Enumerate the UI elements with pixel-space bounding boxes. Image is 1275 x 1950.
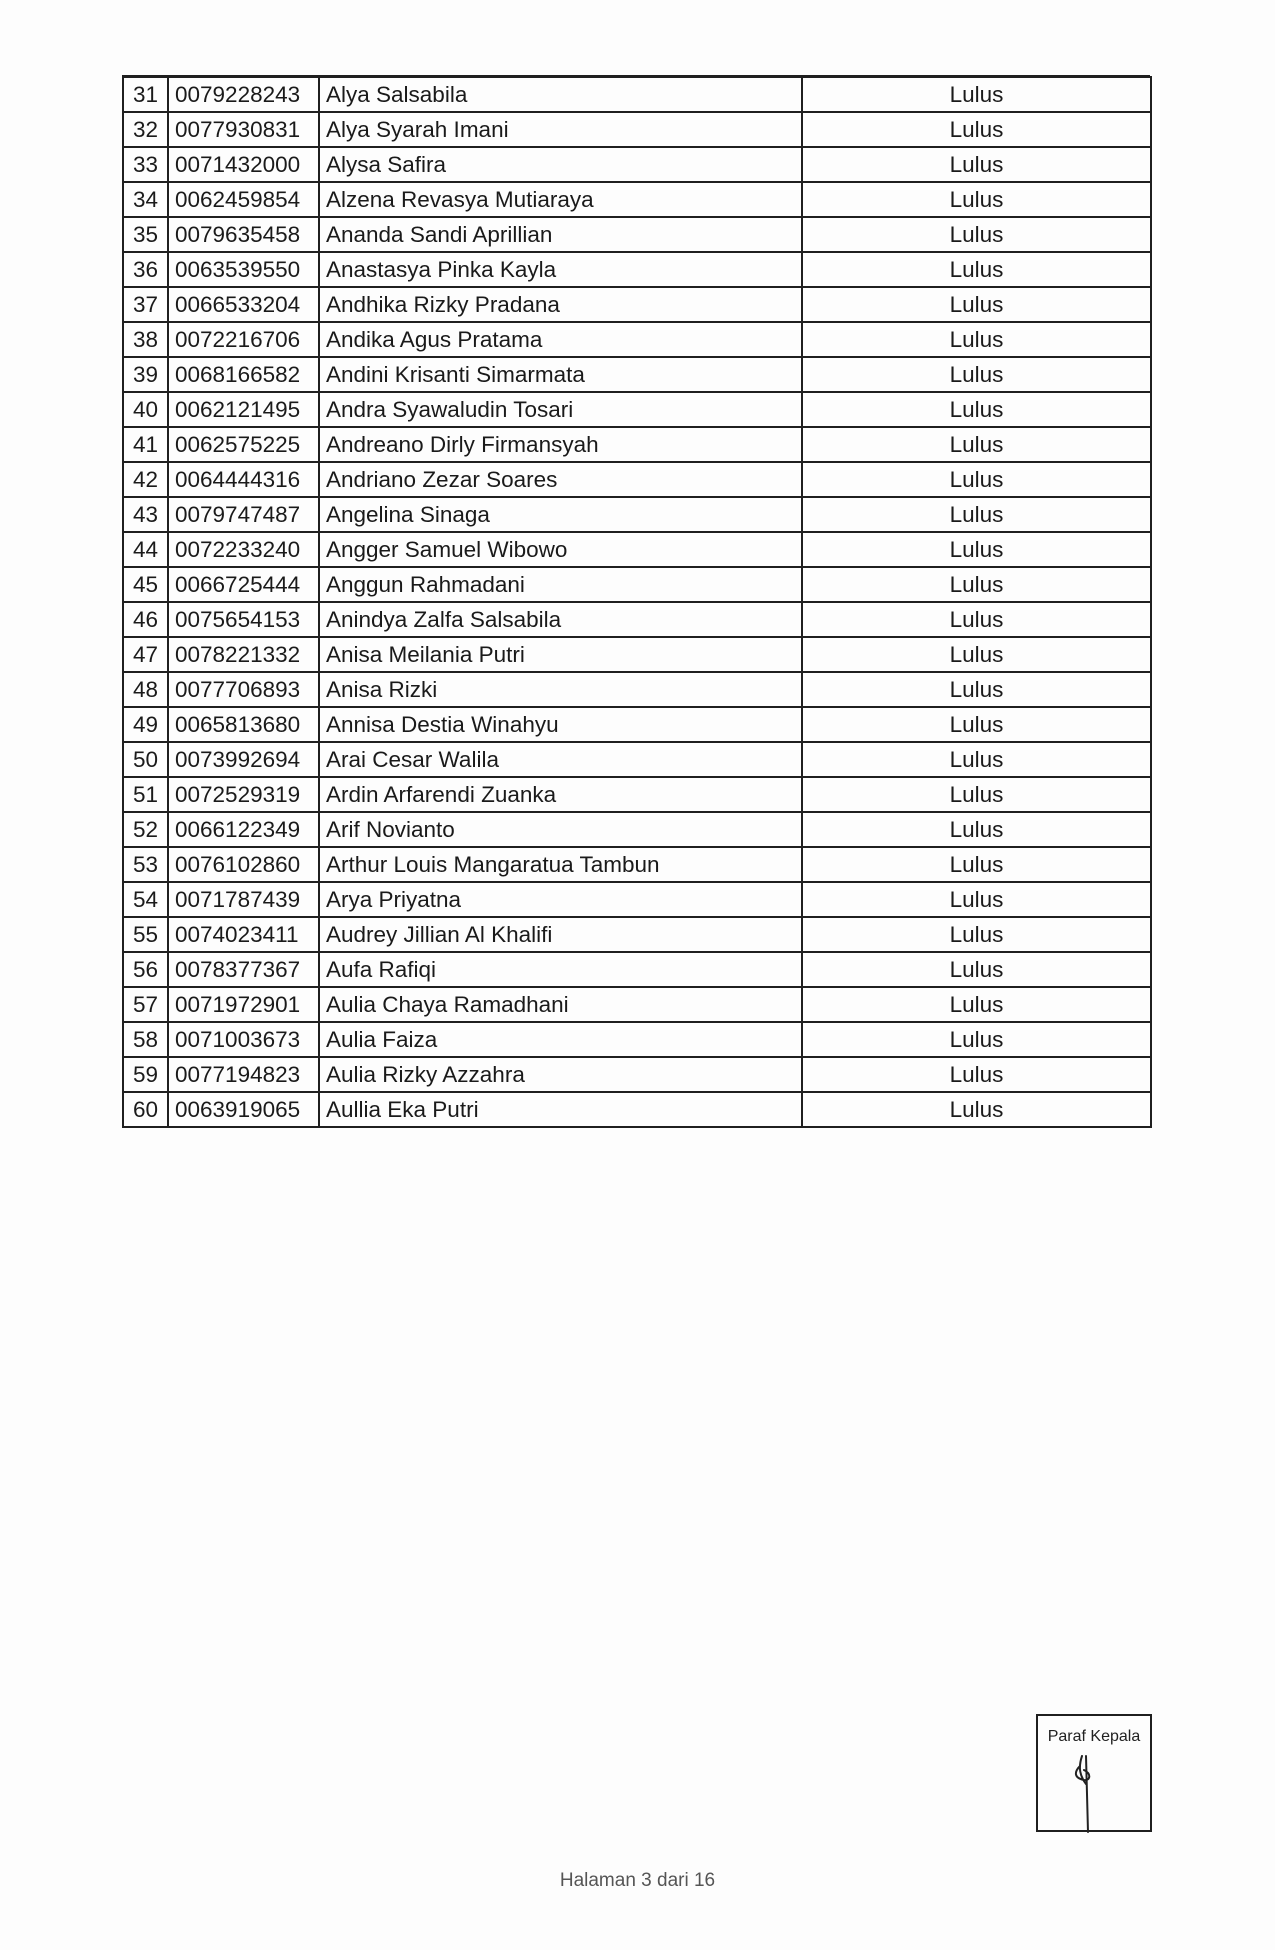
table-row (123, 287, 1151, 322)
row-status: Lulus (802, 77, 1151, 112)
row-student-name: Andini Krisanti Simarmata (319, 357, 802, 392)
table-row (123, 322, 1151, 357)
graduation-results-table (122, 76, 1152, 1128)
table-row (123, 1022, 1151, 1057)
row-student-name: Annisa Destia Winahyu (319, 707, 802, 742)
row-status: Lulus (802, 532, 1151, 567)
row-status: Lulus (802, 392, 1151, 427)
row-number: 41 (123, 427, 168, 462)
table-row (123, 1092, 1151, 1127)
row-status: Lulus (802, 777, 1151, 812)
row-number: 53 (123, 847, 168, 882)
row-number: 39 (123, 357, 168, 392)
row-student-name: Alzena Revasya Mutiaraya (319, 182, 802, 217)
row-student-name: Anisa Rizki (319, 672, 802, 707)
row-student-name: Angger Samuel Wibowo (319, 532, 802, 567)
table-row (123, 637, 1151, 672)
row-status: Lulus (802, 707, 1151, 742)
table-row (123, 707, 1151, 742)
row-status: Lulus (802, 917, 1151, 952)
row-nisn: 0066533204 (168, 287, 319, 322)
row-student-name: Alya Syarah Imani (319, 112, 802, 147)
row-status: Lulus (802, 672, 1151, 707)
row-number: 47 (123, 637, 168, 672)
row-nisn: 0063539550 (168, 252, 319, 287)
row-nisn: 0063919065 (168, 1092, 319, 1127)
signature-initial (1068, 1754, 1118, 1834)
row-status: Lulus (802, 882, 1151, 917)
row-status: Lulus (802, 462, 1151, 497)
row-number: 60 (123, 1092, 168, 1127)
table-row (123, 462, 1151, 497)
table-row (123, 742, 1151, 777)
row-nisn: 0074023411 (168, 917, 319, 952)
row-student-name: Ardin Arfarendi Zuanka (319, 777, 802, 812)
table-row (123, 112, 1151, 147)
row-status: Lulus (802, 742, 1151, 777)
row-student-name: Alya Salsabila (319, 77, 802, 112)
row-nisn: 0062459854 (168, 182, 319, 217)
row-number: 32 (123, 112, 168, 147)
row-nisn: 0062575225 (168, 427, 319, 462)
table-row (123, 672, 1151, 707)
row-student-name: Aulia Rizky Azzahra (319, 1057, 802, 1092)
row-student-name: Arya Priyatna (319, 882, 802, 917)
table-row (123, 77, 1151, 112)
row-status: Lulus (802, 1057, 1151, 1092)
row-nisn: 0071003673 (168, 1022, 319, 1057)
table-row (123, 917, 1151, 952)
table-row (123, 602, 1151, 637)
row-nisn: 0071787439 (168, 882, 319, 917)
row-nisn: 0076102860 (168, 847, 319, 882)
row-student-name: Anggun Rahmadani (319, 567, 802, 602)
row-number: 44 (123, 532, 168, 567)
row-number: 42 (123, 462, 168, 497)
row-nisn: 0078221332 (168, 637, 319, 672)
row-number: 55 (123, 917, 168, 952)
row-status: Lulus (802, 322, 1151, 357)
row-nisn: 0077930831 (168, 112, 319, 147)
row-number: 54 (123, 882, 168, 917)
paraf-kepala-box (1036, 1714, 1152, 1832)
row-student-name: Aulia Chaya Ramadhani (319, 987, 802, 1022)
row-nisn: 0072529319 (168, 777, 319, 812)
row-nisn: 0077194823 (168, 1057, 319, 1092)
row-nisn: 0071972901 (168, 987, 319, 1022)
row-status: Lulus (802, 567, 1151, 602)
row-student-name: Andika Agus Pratama (319, 322, 802, 357)
row-number: 59 (123, 1057, 168, 1092)
row-nisn: 0072233240 (168, 532, 319, 567)
row-student-name: Andhika Rizky Pradana (319, 287, 802, 322)
row-student-name: Arai Cesar Walila (319, 742, 802, 777)
table-row (123, 182, 1151, 217)
table-row (123, 567, 1151, 602)
row-number: 50 (123, 742, 168, 777)
row-status: Lulus (802, 637, 1151, 672)
row-number: 45 (123, 567, 168, 602)
row-nisn: 0073992694 (168, 742, 319, 777)
row-nisn: 0065813680 (168, 707, 319, 742)
row-status: Lulus (802, 427, 1151, 462)
row-number: 49 (123, 707, 168, 742)
row-nisn: 0072216706 (168, 322, 319, 357)
row-status: Lulus (802, 147, 1151, 182)
row-nisn: 0066725444 (168, 567, 319, 602)
row-number: 38 (123, 322, 168, 357)
table-row (123, 147, 1151, 182)
row-status: Lulus (802, 497, 1151, 532)
row-number: 48 (123, 672, 168, 707)
row-student-name: Aullia Eka Putri (319, 1092, 802, 1127)
row-student-name: Anindya Zalfa Salsabila (319, 602, 802, 637)
table-body (123, 77, 1151, 1127)
row-number: 37 (123, 287, 168, 322)
row-status: Lulus (802, 812, 1151, 847)
row-number: 34 (123, 182, 168, 217)
row-student-name: Arif Novianto (319, 812, 802, 847)
row-status: Lulus (802, 357, 1151, 392)
row-nisn: 0062121495 (168, 392, 319, 427)
page-number: Halaman 3 dari 16 (559, 1870, 716, 1891)
row-student-name: Ananda Sandi Aprillian (319, 217, 802, 252)
row-nisn: 0071432000 (168, 147, 319, 182)
row-nisn: 0079228243 (168, 77, 319, 112)
row-student-name: Anisa Meilania Putri (319, 637, 802, 672)
table-row (123, 392, 1151, 427)
row-student-name: Andreano Dirly Firmansyah (319, 427, 802, 462)
row-status: Lulus (802, 952, 1151, 987)
row-student-name: Audrey Jillian Al Khalifi (319, 917, 802, 952)
table-row (123, 427, 1151, 462)
row-nisn: 0077706893 (168, 672, 319, 707)
row-nisn: 0078377367 (168, 952, 319, 987)
row-student-name: Anastasya Pinka Kayla (319, 252, 802, 287)
row-student-name: Aulia Faiza (319, 1022, 802, 1057)
row-status: Lulus (802, 602, 1151, 637)
row-status: Lulus (802, 1092, 1151, 1127)
row-status: Lulus (802, 252, 1151, 287)
row-nisn: 0068166582 (168, 357, 319, 392)
table-row (123, 532, 1151, 567)
table-row (123, 217, 1151, 252)
table-row (123, 882, 1151, 917)
row-status: Lulus (802, 182, 1151, 217)
row-number: 52 (123, 812, 168, 847)
row-status: Lulus (802, 287, 1151, 322)
row-number: 35 (123, 217, 168, 252)
row-nisn: 0079747487 (168, 497, 319, 532)
row-status: Lulus (802, 847, 1151, 882)
row-number: 58 (123, 1022, 168, 1057)
row-number: 31 (123, 77, 168, 112)
row-student-name: Arthur Louis Mangaratua Tambun (319, 847, 802, 882)
row-number: 56 (123, 952, 168, 987)
row-number: 40 (123, 392, 168, 427)
table-row (123, 987, 1151, 1022)
paraf-kepala-label: Paraf Kepala (1047, 1728, 1141, 1745)
table-row (123, 812, 1151, 847)
row-nisn: 0066122349 (168, 812, 319, 847)
table-row (123, 497, 1151, 532)
row-status: Lulus (802, 1022, 1151, 1057)
row-student-name: Alysa Safira (319, 147, 802, 182)
table-row (123, 252, 1151, 287)
row-status: Lulus (802, 112, 1151, 147)
row-status: Lulus (802, 987, 1151, 1022)
row-number: 46 (123, 602, 168, 637)
row-student-name: Andra Syawaludin Tosari (319, 392, 802, 427)
row-number: 57 (123, 987, 168, 1022)
table-row (123, 847, 1151, 882)
row-number: 43 (123, 497, 168, 532)
row-nisn: 0075654153 (168, 602, 319, 637)
row-status: Lulus (802, 217, 1151, 252)
row-nisn: 0064444316 (168, 462, 319, 497)
row-student-name: Andriano Zezar Soares (319, 462, 802, 497)
row-number: 51 (123, 777, 168, 812)
table-row (123, 1057, 1151, 1092)
row-nisn: 0079635458 (168, 217, 319, 252)
row-student-name: Angelina Sinaga (319, 497, 802, 532)
table-row (123, 357, 1151, 392)
row-number: 36 (123, 252, 168, 287)
table-row (123, 777, 1151, 812)
row-number: 33 (123, 147, 168, 182)
table-row (123, 952, 1151, 987)
row-student-name: Aufa Rafiqi (319, 952, 802, 987)
